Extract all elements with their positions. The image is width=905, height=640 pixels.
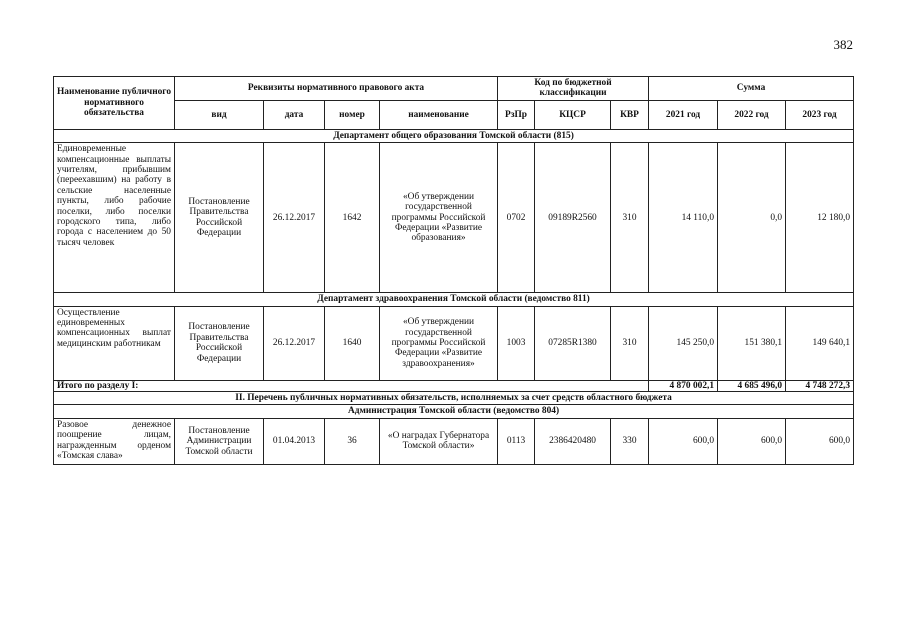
header-sum: Сумма [649,77,854,101]
table-row [54,143,854,293]
total-label: Итого по разделу I: [54,380,649,391]
sum-2023: 12 180,0 [786,143,854,293]
act-number: 1642 [325,143,380,293]
table-row [54,418,854,464]
kcsr-code: 09189R2560 [535,143,611,293]
act-date: 26.12.2017 [264,143,325,293]
section-row [54,405,854,418]
sum-2021: 14 110,0 [649,143,718,293]
total-2023: 4 748 272,3 [786,380,854,391]
act-date: 01.04.2013 [264,418,325,464]
act-type: Постановление Администрации Томской области [175,418,264,464]
header-act-details: Реквизиты нормативного правового акта [175,77,498,101]
header-rzpr: РзПр [498,100,535,129]
act-title: «Об утверждении государственной программы Российской Федерации «Развитие здравоохранения» [380,306,498,380]
sum-2021: 145 250,0 [649,306,718,380]
header-2023: 2023 год [786,100,854,129]
section-row [54,129,854,142]
section-title: Администрация Томской области (ведомство 804) [54,405,854,418]
obligations-table [53,76,854,465]
section-title: Департамент общего образования Томской области (815) [54,129,854,142]
total-2022: 4 685 496,0 [718,380,786,391]
section-row [54,293,854,306]
rzpr-code: 0702 [498,143,535,293]
sum-2022: 0,0 [718,143,786,293]
section-title: Департамент здравоохранения Томской области (ведомство 811) [54,293,854,306]
act-date: 26.12.2017 [264,306,325,380]
act-title: «О наградах Губернатора Томской области» [380,418,498,464]
sum-2021: 600,0 [649,418,718,464]
act-number: 1640 [325,306,380,380]
obligation-name: Осуществление единовременных компенсационных выплат медицинским работникам [54,306,175,380]
kvr-code: 310 [611,143,649,293]
page-number: 382 [833,37,853,52]
header-vid: вид [175,100,264,129]
act-type: Постановление Правительства Российской Федерации [175,306,264,380]
header-title: наименование [380,100,498,129]
kcsr-code: 2386420480 [535,418,611,464]
obligation-name: Единовременные компенсационные выплаты учителям, прибывшим (переехавшим) на работу в сельские населенные пункты, либо рабочие поселки, либо поселки городского типа, либо города с населением до 50 тысяч человек [54,143,175,293]
header-kcsr: КЦСР [535,100,611,129]
act-type: Постановление Правительства Российской Федерации [175,143,264,293]
header-budget-code: Код по бюджетной классификации [498,77,649,101]
sum-2022: 151 380,1 [718,306,786,380]
act-number: 36 [325,418,380,464]
part-row [54,392,854,405]
total-2021: 4 870 002,1 [649,380,718,391]
header-row-1 [54,77,854,101]
header-obligation-name: Наименование публичного нормативного обязательства [54,77,175,130]
header-kvr: КВР [611,100,649,129]
kvr-code: 330 [611,418,649,464]
table-row [54,306,854,380]
kcsr-code: 07285R1380 [535,306,611,380]
kvr-code: 310 [611,306,649,380]
act-title: «Об утверждении государственной программы Российской Федерации «Развитие образования» [380,143,498,293]
header-date: дата [264,100,325,129]
obligation-name: Разовое денежное поощрение лицам, награжденным орденом «Томская слава» [54,418,175,464]
total-row [54,380,854,391]
header-2021: 2021 год [649,100,718,129]
sum-2023: 149 640,1 [786,306,854,380]
part-title: II. Перечень публичных нормативных обязательств, исполняемых за счет средств областного бюджета [54,392,854,405]
rzpr-code: 1003 [498,306,535,380]
sum-2022: 600,0 [718,418,786,464]
header-number: номер [325,100,380,129]
rzpr-code: 0113 [498,418,535,464]
sum-2023: 600,0 [786,418,854,464]
header-2022: 2022 год [718,100,786,129]
